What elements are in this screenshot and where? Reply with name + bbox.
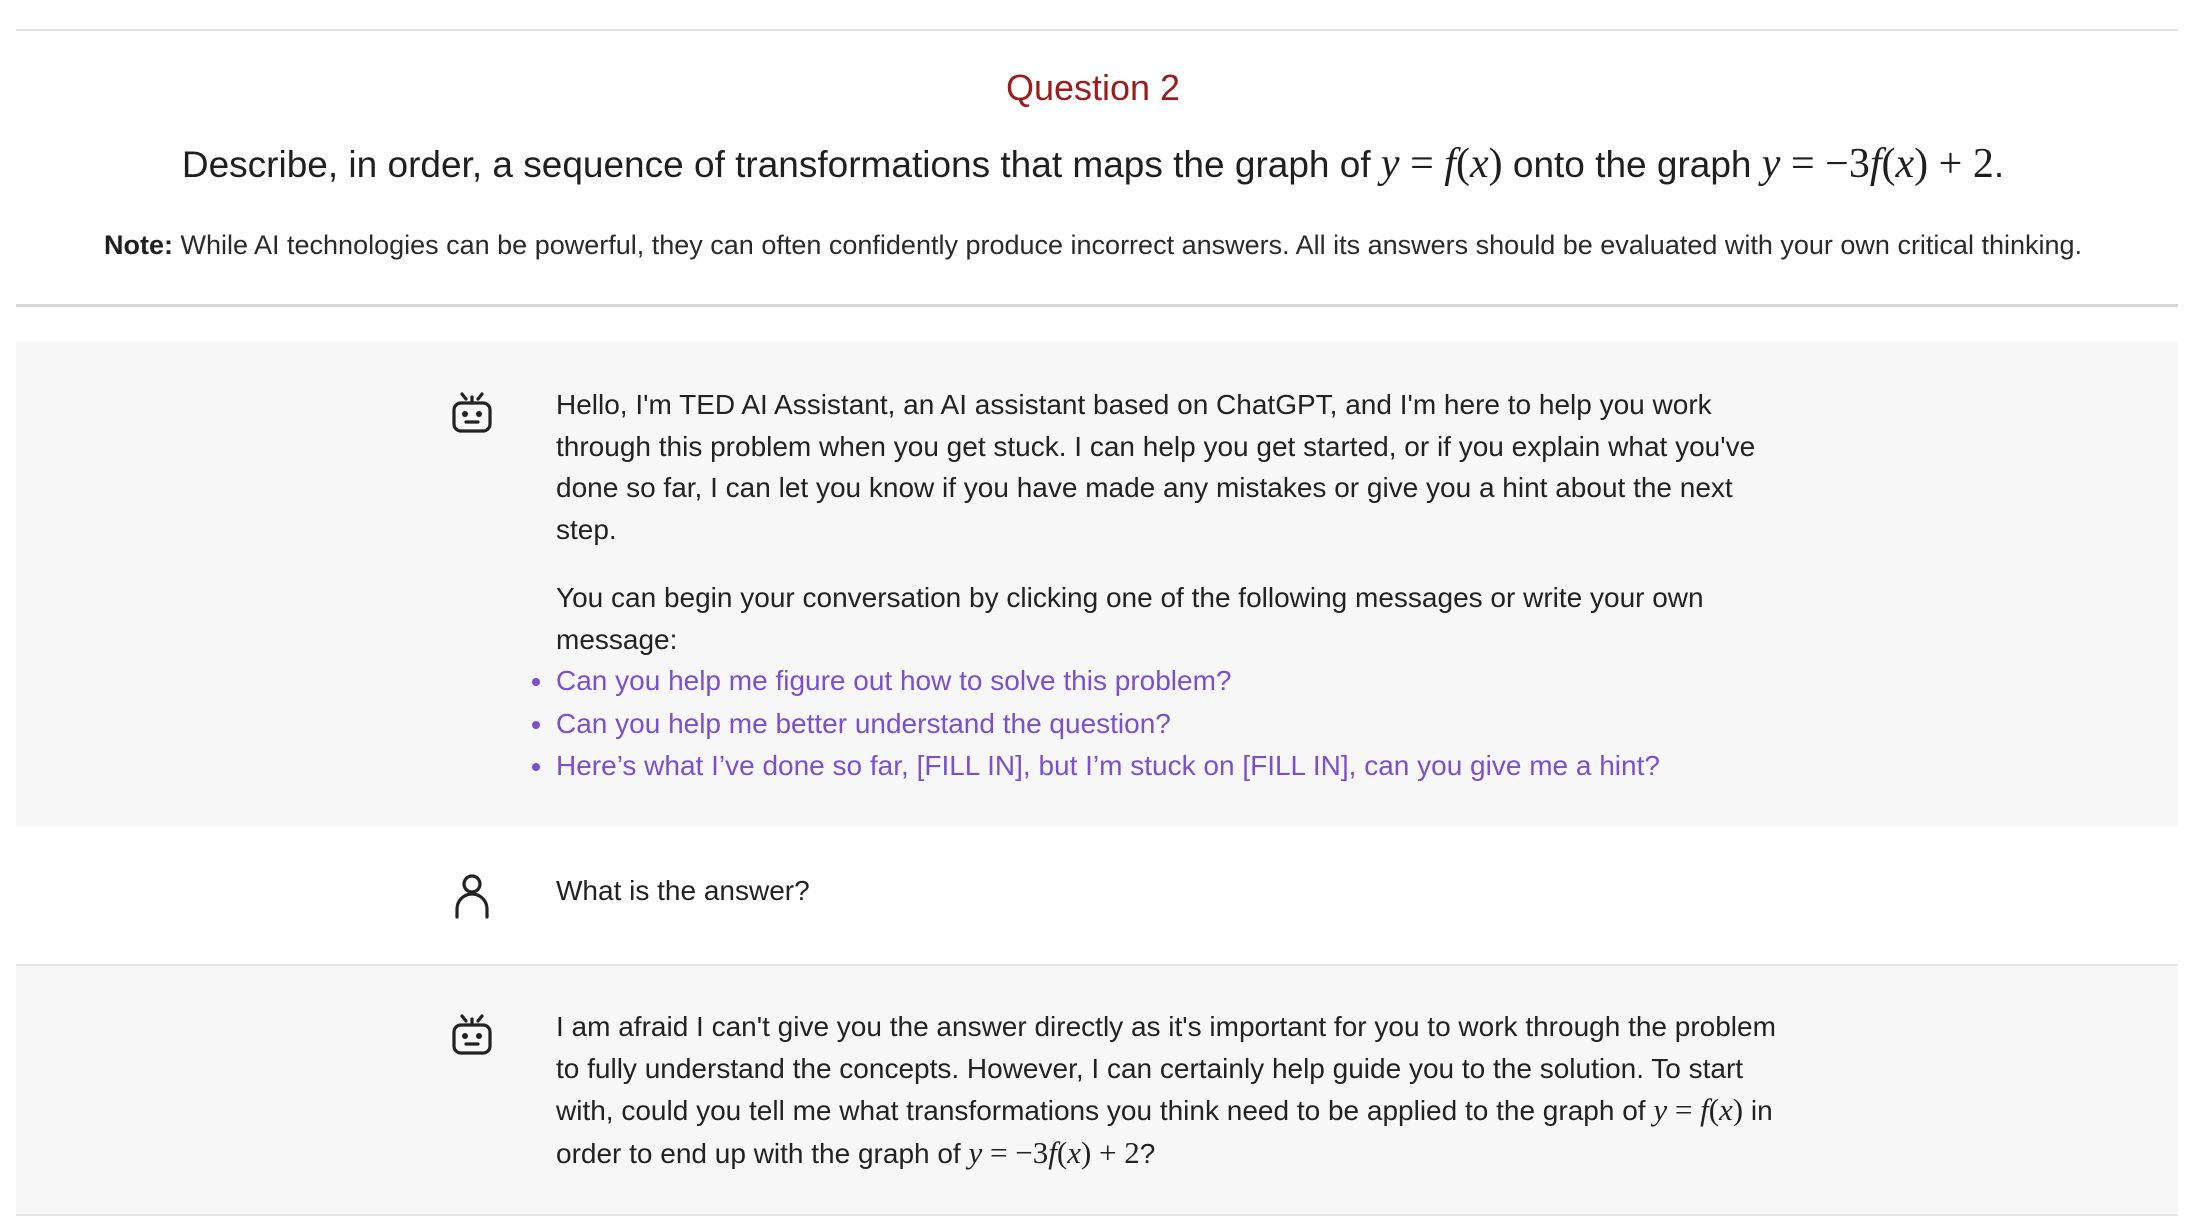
user-message-content [556, 870, 1786, 912]
suggestion-link-hint[interactable]: Here’s what I’ve done so far, [FILL IN], but I’m stuck on [FILL IN], can you give me a hint? [556, 745, 1786, 788]
user-message-text: What is the answer? [556, 875, 810, 906]
question-title: Question 2 [1005, 67, 1181, 108]
question-text-after: . [1993, 144, 2005, 185]
reply-math-target: y = −3f(x) + 2 [968, 1134, 1140, 1170]
suggestion-list [556, 660, 1786, 788]
suggestion-link-understand[interactable]: Can you help me better understand the question? [556, 703, 1786, 746]
top-divider [16, 29, 2178, 31]
bottom-divider [16, 1214, 2178, 1216]
ai-disclaimer-note [0, 227, 2186, 263]
assistant-reply-message [16, 966, 2178, 1214]
question-text [0, 140, 2186, 189]
assistant-greeting-message [16, 341, 2178, 827]
question-math-target: y = −3f(x) + 2 [1761, 141, 1994, 187]
greeting-paragraph-2: You can begin your conversation by clicking one of the following messages or write your own message: [556, 582, 1704, 655]
question-text-middle: onto the graph [1502, 144, 1762, 185]
assistant-greeting-content [556, 384, 1786, 788]
robot-icon [451, 389, 493, 435]
reply-math-original: y = f(x) [1653, 1092, 1744, 1127]
reply-text-middle: in order to end up with the graph of [556, 1095, 1773, 1169]
robot-icon [451, 1011, 493, 1057]
header-divider [16, 304, 2178, 307]
greeting-paragraph-1: Hello, I'm TED AI Assistant, an AI assistant based on ChatGPT, and I'm here to help you work through this problem when you get stuck. I can help you get started, or if you explain what you've done so far, I can let you know if you have made any mistakes or give you a hint about the next step. [556, 389, 1756, 545]
user-message [16, 827, 2178, 964]
person-icon [451, 873, 493, 919]
note-text: While AI technologies can be powerful, they can often confidently produce incorrect answers. All its answers should be evaluated with your own critical thinking. [172, 230, 2083, 260]
suggestion-link-solve[interactable]: Can you help me figure out how to solve this problem? [556, 660, 1786, 703]
assistant-reply-content [556, 1006, 1786, 1174]
note-label: Note: [103, 230, 173, 260]
question-text-before: Describe, in order, a sequence of transformations that maps the graph of [181, 144, 1381, 185]
reply-text-end: ? [1139, 1137, 1156, 1169]
assistant-reply-text [556, 1006, 1786, 1174]
reply-text: I am afraid I can't give you the answer directly as it's important for you to work through the problem to fully understand the concepts. However, I can certainly help guide you to the solution. To start with, could you tell me what transformations you think need to be applied to the graph of [556, 1011, 1776, 1126]
question-math-original: y = f(x) [1380, 141, 1503, 187]
